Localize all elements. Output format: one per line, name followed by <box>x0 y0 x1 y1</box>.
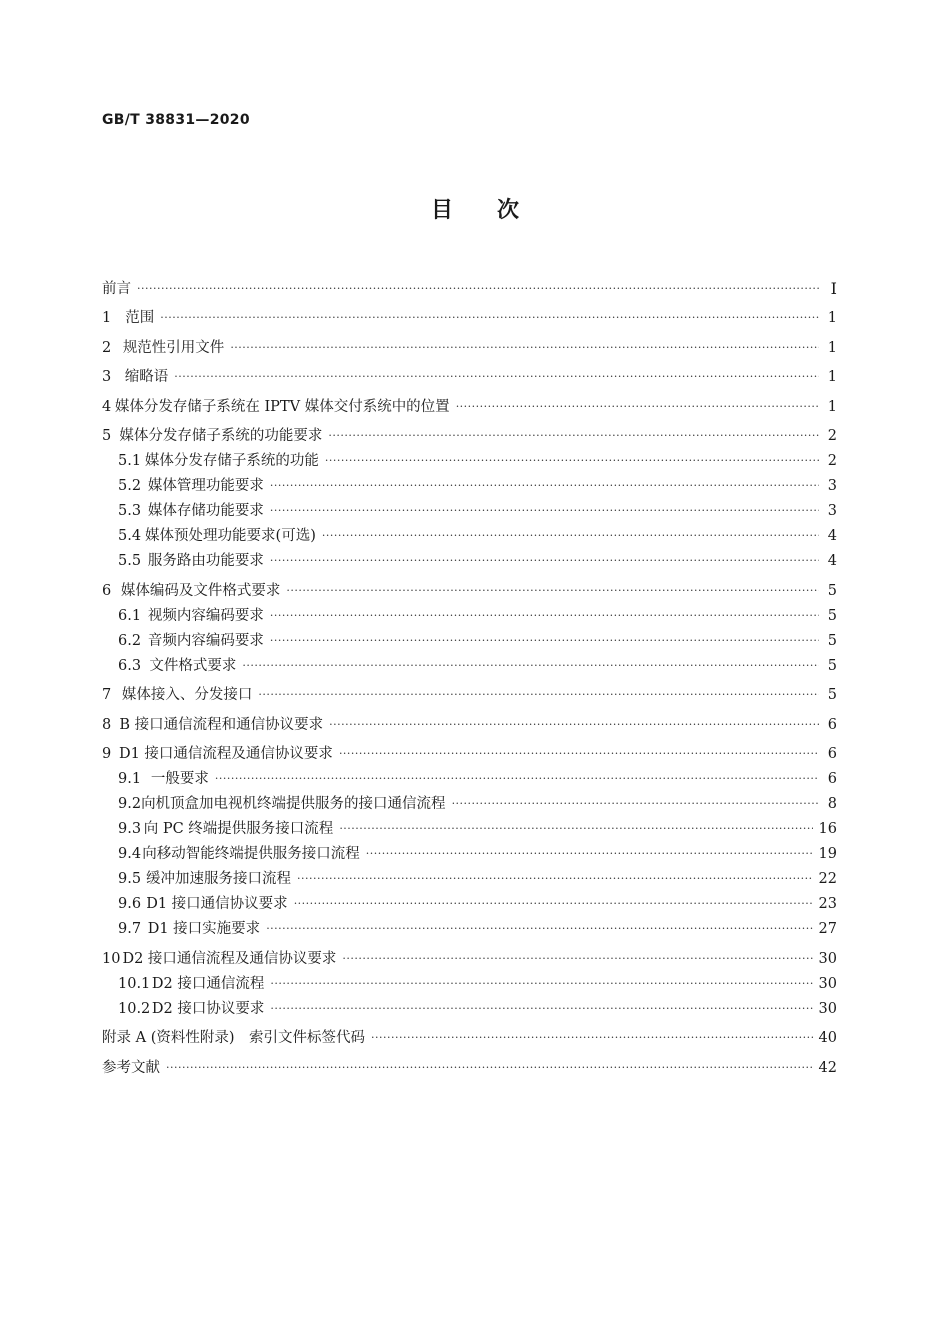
toc-entry-number: 9.3 <box>118 821 142 837</box>
toc-entry[interactable] <box>102 763 837 788</box>
toc-entry[interactable] <box>102 327 837 357</box>
toc-entry-number: 3 <box>102 369 112 385</box>
toc-entry-label: D1 接口通信流程及通信协议要求 <box>118 746 333 762</box>
toc-entry-label: 缩略语 <box>124 369 169 385</box>
toc-entry-number: 5.2 <box>118 478 142 494</box>
toc-entry-number: 2 <box>102 339 112 356</box>
toc-entry[interactable] <box>102 863 837 888</box>
toc-entry-number: 8 <box>102 716 112 733</box>
toc-entry-page: 2 <box>827 428 837 444</box>
toc-entry-page: 4 <box>827 528 837 544</box>
toc-entry-page: 42 <box>818 1059 837 1076</box>
toc-entry-page: 23 <box>818 896 837 912</box>
toc-dot-leader <box>371 1031 813 1047</box>
toc-dot-leader <box>270 634 819 650</box>
toc-entry[interactable] <box>102 268 837 298</box>
toc-entry-label: 媒体分发存储子系统的功能 <box>144 453 319 469</box>
toc-entry-page: 22 <box>818 871 837 887</box>
toc-dot-leader <box>452 797 819 813</box>
toc-entry-page: 6 <box>827 771 837 787</box>
toc-entry-page: 5 <box>827 632 837 649</box>
toc-entry-page: 5 <box>827 582 837 599</box>
toc-dot-leader <box>339 747 819 763</box>
toc-dot-leader <box>242 659 819 675</box>
toc-dot-leader <box>270 977 812 993</box>
toc-entry-page: 40 <box>818 1030 837 1046</box>
standard-number: GB/T 38831—2020 <box>102 112 250 128</box>
toc-entry-page: 5 <box>827 607 837 624</box>
toc-entry[interactable] <box>102 570 837 600</box>
toc-entry-page: 2 <box>827 453 837 469</box>
toc-entry-number: 4 <box>102 398 112 415</box>
toc-dot-leader <box>456 400 819 416</box>
toc-dot-leader <box>322 529 819 545</box>
toc-entry-page: 1 <box>827 310 837 326</box>
toc-entry-label: 规范性引用文件 <box>122 339 225 356</box>
toc-entry-page: 1 <box>827 398 837 415</box>
toc-entry-label: 媒体分发存储子系统的功能要求 <box>119 428 323 444</box>
toc-entry[interactable] <box>102 813 837 838</box>
toc-entry[interactable] <box>102 888 837 913</box>
toc-dot-leader <box>325 454 819 470</box>
toc-entry[interactable] <box>102 357 837 387</box>
toc-dot-leader <box>258 688 819 704</box>
toc-dot-leader <box>270 479 819 495</box>
toc-entry-number: 7 <box>102 687 112 703</box>
toc-entry[interactable] <box>102 675 837 705</box>
toc-entry-label: 向机顶盒加电视机终端提供服务的接口通信流程 <box>141 796 446 812</box>
toc-entry-number: 6 <box>102 582 112 599</box>
toc-entry-label: B 接口通信流程和通信协议要求 <box>119 716 324 733</box>
toc-entry-number: 9.2 <box>118 796 142 812</box>
toc-entry-number: 9 <box>102 746 112 762</box>
toc-dot-leader <box>294 897 813 913</box>
toc-entry-label: 服务路由功能要求 <box>147 553 264 569</box>
toc-dot-leader <box>339 822 812 838</box>
toc-dot-leader <box>270 554 819 570</box>
toc-entry-page: 1 <box>827 369 837 385</box>
toc-entry-number: 5.3 <box>118 503 142 519</box>
toc-entry-page: 6 <box>827 716 837 733</box>
toc-entry[interactable] <box>102 445 837 470</box>
toc-dot-leader <box>297 872 813 888</box>
toc-entry-number: 9.7 <box>118 921 142 937</box>
toc-entry[interactable] <box>102 1047 837 1077</box>
toc-entry-label: D1 接口通信协议要求 <box>146 896 288 912</box>
toc-entry-label: D1 接口实施要求 <box>147 921 261 937</box>
toc-entry[interactable] <box>102 520 837 545</box>
toc-entry-page: 30 <box>818 975 837 992</box>
toc-entry-number: 5.1 <box>118 453 142 469</box>
toc-entry[interactable] <box>102 625 837 650</box>
toc-entry-label: 文件格式要求 <box>149 657 237 674</box>
toc-entry-number: 10 <box>102 950 121 967</box>
toc-entry-label: D2 接口通信流程 <box>151 975 265 992</box>
toc-entry[interactable] <box>102 968 837 993</box>
toc-entry-label: 视频内容编码要求 <box>147 607 264 624</box>
toc-entry-label: 媒体存储功能要求 <box>147 503 264 519</box>
toc-entry[interactable] <box>102 993 837 1018</box>
toc-dot-leader <box>270 609 819 625</box>
toc-entry-page: 30 <box>818 1000 837 1017</box>
toc-entry-page: Ⅰ <box>830 278 837 298</box>
toc-entry-label: 缓冲加速服务接口流程 <box>146 871 292 887</box>
toc-entry-page: 30 <box>818 950 837 967</box>
toc-entry-number: 9.1 <box>118 771 142 787</box>
toc-entry-number: 6.1 <box>118 607 142 624</box>
toc-entry-page: 8 <box>827 796 837 812</box>
toc-entry-label: D2 接口协议要求 <box>151 1000 265 1017</box>
toc-entry-label: 音频内容编码要求 <box>147 632 264 649</box>
toc-dot-leader <box>342 952 812 968</box>
toc-dot-leader <box>270 1002 812 1018</box>
toc-dot-leader <box>286 584 819 600</box>
toc-entry[interactable] <box>102 704 837 734</box>
toc-entry-page: 5 <box>827 657 837 674</box>
toc-dot-leader <box>270 504 819 520</box>
toc-entry-label: 媒体分发存储子系统在 IPTV 媒体交付系统中的位置 <box>114 398 450 415</box>
toc-entry-number: 5 <box>102 428 112 444</box>
toc-dot-leader <box>215 772 819 788</box>
table-of-contents <box>102 268 837 1077</box>
toc-entry-number: 5.5 <box>118 553 142 569</box>
toc-entry[interactable] <box>102 416 837 446</box>
toc-entry-page: 5 <box>827 687 837 703</box>
toc-entry-label: 附录 A (资料性附录) 索引文件标签代码 <box>102 1030 366 1046</box>
toc-entry-number: 1 <box>102 310 112 326</box>
page-title: 目次 <box>430 198 563 223</box>
toc-dot-leader <box>328 429 819 445</box>
toc-entry-number: 6.3 <box>118 657 142 674</box>
toc-entry-label: 向 PC 终端提供服务接口流程 <box>143 821 334 837</box>
toc-dot-leader <box>166 1061 813 1077</box>
toc-entry-label: 一般要求 <box>150 771 209 787</box>
toc-dot-leader <box>366 847 813 863</box>
toc-entry-label: 媒体管理功能要求 <box>147 478 264 494</box>
toc-entry-page: 16 <box>818 821 837 837</box>
toc-entry-page: 4 <box>827 553 837 569</box>
toc-entry-number: 10.1 <box>118 975 151 992</box>
toc-entry[interactable] <box>102 298 837 328</box>
toc-dot-leader <box>174 370 819 386</box>
toc-entry[interactable] <box>102 495 837 520</box>
toc-entry-label: 参考文献 <box>102 1059 160 1076</box>
toc-entry[interactable] <box>102 386 837 416</box>
toc-dot-leader <box>266 922 812 938</box>
toc-entry-page: 27 <box>818 921 837 937</box>
toc-entry-number: 9.6 <box>118 896 142 912</box>
toc-entry-number: 9.4 <box>118 846 142 862</box>
toc-dot-leader <box>329 718 819 734</box>
toc-entry-label: 媒体接入、分发接口 <box>121 687 253 703</box>
toc-entry-page: 19 <box>818 846 837 862</box>
toc-entry-page: 3 <box>827 478 837 494</box>
toc-entry-page: 3 <box>827 503 837 519</box>
toc-entry-number: 10.2 <box>118 1000 151 1017</box>
toc-entry-label: 前言 <box>102 280 131 297</box>
toc-entry-number: 6.2 <box>118 632 142 649</box>
toc-entry[interactable] <box>102 838 837 863</box>
toc-entry-number: 9.5 <box>118 871 142 887</box>
toc-dot-leader <box>230 341 819 357</box>
toc-entry[interactable] <box>102 734 837 764</box>
toc-entry[interactable] <box>102 1018 837 1048</box>
toc-entry[interactable] <box>102 913 837 938</box>
toc-entry[interactable] <box>102 600 837 625</box>
toc-entry-page: 1 <box>827 339 837 356</box>
toc-entry-label: D2 接口通信流程及通信协议要求 <box>122 950 337 967</box>
toc-entry-page: 6 <box>827 746 837 762</box>
toc-entry-label: 向移动智能终端提供服务接口流程 <box>142 846 360 862</box>
toc-entry-number: 5.4 <box>118 528 142 544</box>
toc-entry-label: 范围 <box>125 310 155 326</box>
toc-entry[interactable] <box>102 650 837 675</box>
toc-entry[interactable] <box>102 938 837 968</box>
toc-entry[interactable] <box>102 788 837 813</box>
toc-entry[interactable] <box>102 545 837 570</box>
toc-dot-leader <box>137 282 819 298</box>
toc-entry[interactable] <box>102 470 837 495</box>
toc-entry-label: 媒体预处理功能要求(可选) <box>145 528 316 544</box>
toc-dot-leader <box>160 311 819 327</box>
toc-entry-label: 媒体编码及文件格式要求 <box>120 582 281 599</box>
